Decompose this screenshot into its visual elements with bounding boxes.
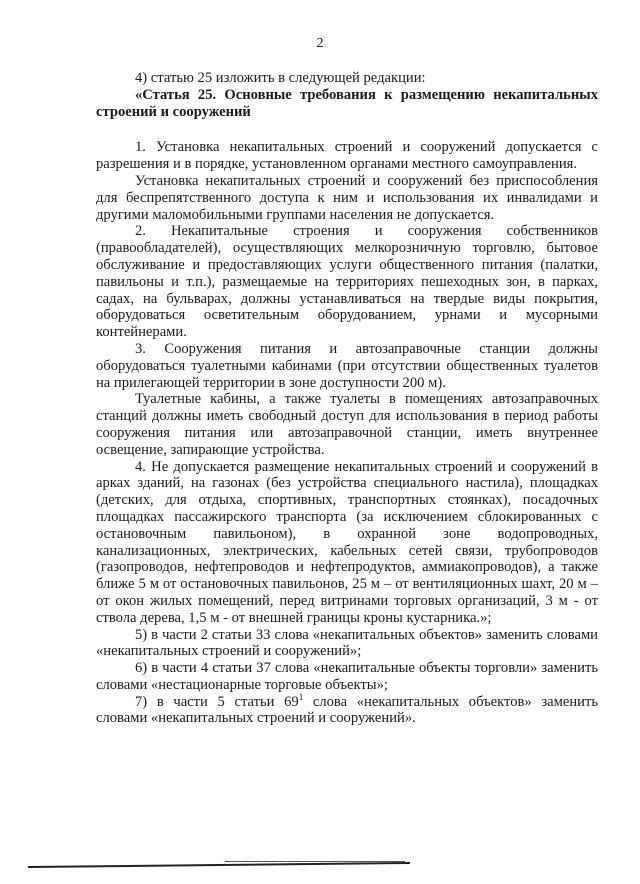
paragraph-clause-4: 4. Не допускается размещение некапитальных строений и сооружений в арках зданий, на газонах (без устройства специального настила), площадках (детских, для отдыха, спортивных, транспортных стоянках), посадочных площадках пассажирского транспорта (за исключением сблокированных с остановочным павильоном), в охранной зоне водопроводных, канализационных, электрических, кабельных сетей связи, трубопроводов (газопроводов, нефтепроводов и нефтепродуктов, аммиакопроводов), а также ближе 5 м от остановочных павильонов, 25 м – от вентиляционных шахт, 20 м – от окон жилых помещений, перед витринами торговых организаций, 3 м - от ствола дерева, 1,5 м - от внешней границы кроны кустарника.»; <box>96 458 598 626</box>
paragraph-clause-3: 3. Сооружения питания и автозаправочные станции должны оборудоваться туалетными кабинами (при отсутствии общественных туалетов на прилегающей территории в зоне доступности 200 м). <box>96 340 598 391</box>
bottom-scan-line <box>28 862 410 868</box>
paragraph-amendment-7 <box>96 691 598 728</box>
paragraph-clause-3-toilets: Туалетные кабины, а также туалеты в помещениях автозаправочных станций должны иметь свободный доступ для использования в период работы сооружения питания или автозаправочной станции, иметь внутреннее освещение, запирающие устройства. <box>96 391 598 458</box>
article-heading: «Статья 25. Основные требования к размещению некапитальных строений и сооружений <box>96 86 598 120</box>
paragraph-amendment-5: 5) в части 2 статьи 33 слова «некапитальных объектов» заменить словами «некапитальных строений и сооружений»; <box>96 626 598 660</box>
amendment-7-text-start: 7) в части 5 статьи 69 <box>135 693 299 710</box>
document-body <box>96 70 598 727</box>
paragraph-clause-2: 2. Некапитальные строения и сооружения собственников (правообладателей), осуществляющих мелкорозничную торговлю, бытовое обслуживание и предоставляющих услуги общественного питания (палатки, павильоны и т.п.), размещаемые на территориях пешеходных зон, в парках, садах, на бульварах, должны устанавливаться на твердые виды покрытия, оборудоваться осветительным оборудованием, урнами и мусорными контейнерами. <box>96 223 598 341</box>
page-number: 2 <box>316 36 324 51</box>
article-superscript: 1 <box>298 691 304 702</box>
amendment-7-text-end: слова «некапитальных объектов» заменить словами «некапитальных строений и сооружений». <box>96 693 598 727</box>
intro-paragraph: 4) статью 25 изложить в следующей редакции: <box>135 70 426 86</box>
paragraph-amendment-6: 6) в части 4 статьи 37 слова «некапитальные объекты торговли» заменить словами «нестационарные торговые объекты»; <box>96 660 598 693</box>
paragraph-clause-1-accessibility: Установка некапитальных строений и сооружений без приспособления для беспрепятственного доступа к ним и использования их инвалидами и другими маломобильными группами населения не допускается. <box>96 172 598 223</box>
paragraph-clause-1: 1. Установка некапитальных строений и сооружений допускается с разрешения и в порядке, установленном органами местного самоуправления. <box>96 139 598 173</box>
